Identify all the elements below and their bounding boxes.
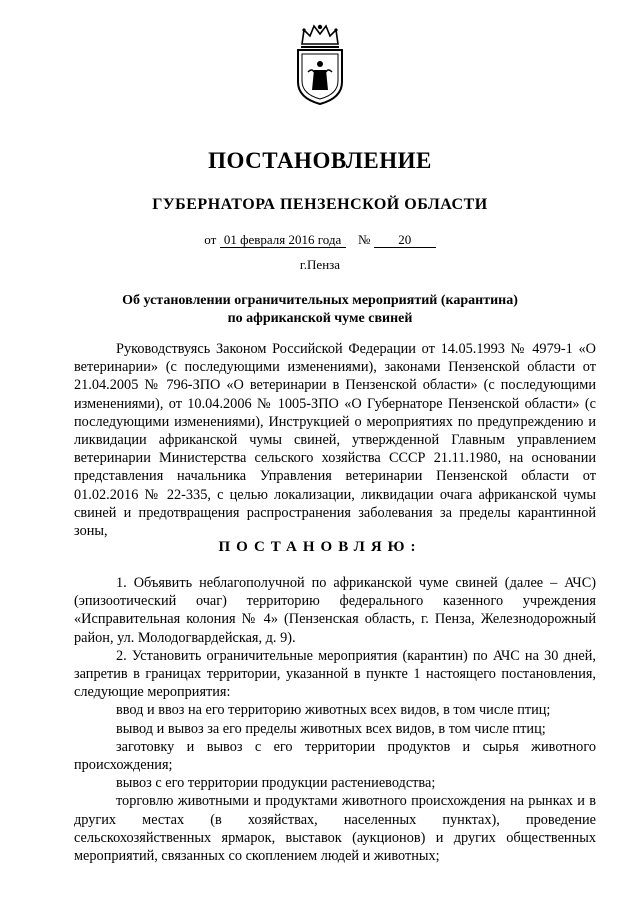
resolve-heading: ПОСТАНОВЛЯЮ: (218, 539, 422, 555)
date-number-line (0, 232, 640, 248)
restriction-1: ввод и ввоз на его территорию животных всех видов, в том числе птиц; (116, 702, 551, 719)
resolution-items (74, 574, 596, 865)
restriction-3: заготовку и вывоз с его территории продуктов и сырья животного происхождения; (74, 738, 596, 774)
subject-line-2: по африканской чуме свиней (227, 311, 413, 326)
coat-of-arms-icon (292, 22, 348, 106)
document-date: 01 февраля 2016 года (220, 232, 346, 248)
document-issuer: ГУБЕРНАТОРА ПЕНЗЕНСКОЙ ОБЛАСТИ (152, 196, 488, 213)
item-2: 2. Установить ограничительные мероприятия (карантин) по АЧС на 30 дней, запретив в границах территории, указанной в пункте 1 настоящего постановления, следующие мероприятия: (74, 647, 596, 701)
document-subject (0, 292, 640, 328)
item-1: 1. Объявить неблагополучной по африканской чуме свиней (далее – АЧС) (эпизоотический очаг) территорию федерального казенного учреждения «Исправительная колония № 4» (Пензенская область, г. Пенза, Железнодорожный район, ул. Молодогвардейская, д. 9). (74, 575, 596, 646)
restriction-4: вывоз с его территории продукции растениеводства; (116, 775, 436, 792)
restriction-5: торговлю животными и продуктами животного происхождения на рынках и в других местах (в хозяйствах, населенных пунктах), проведение сельскохозяйственных ярмарок, выставок (аукционов) и других общественных мероприятий, связанных со скоплением людей и животных; (74, 793, 596, 865)
document-city: г.Пенза (299, 257, 341, 272)
restriction-2: вывод и вывоз за его пределы животных всех видов, в том числе птиц; (116, 720, 546, 737)
document-title: ПОСТАНОВЛЕНИЕ (208, 148, 432, 173)
subject-line-1: Об установлении ограничительных мероприятий (карантина) (122, 293, 518, 308)
number-sign: № (358, 232, 371, 247)
date-prefix: от (204, 232, 217, 247)
document-number: 20 (374, 232, 436, 248)
preamble-text: Руководствуясь Законом Российской Федерации от 14.05.1993 № 4979-1 «О ветеринарии» (с последующими изменениями), законами Пензенской области от 21.04.2005 № 796-ЗПО «О ветеринарии в Пензенской области» (с последующими изменениями), от 10.04.2006 № 1005-ЗПО «О Губернаторе Пензенской области» (с последующими изменениями), Инструкцией о мероприятиях по предупреждению и ликвидации африканской чумы свиней, утвержденной Главным управлением ветеринарии Министерства сельского хозяйства СССР 21.11.1980, на основании представления начальника Управления ветеринарии Пензенской области от 01.02.2016 № 22-335, с целью локализации, ликвидации очага африканской чумы свиней и предотвращения распространения заболевания за пределы карантинной зоны, (74, 341, 596, 540)
preamble (74, 340, 596, 540)
